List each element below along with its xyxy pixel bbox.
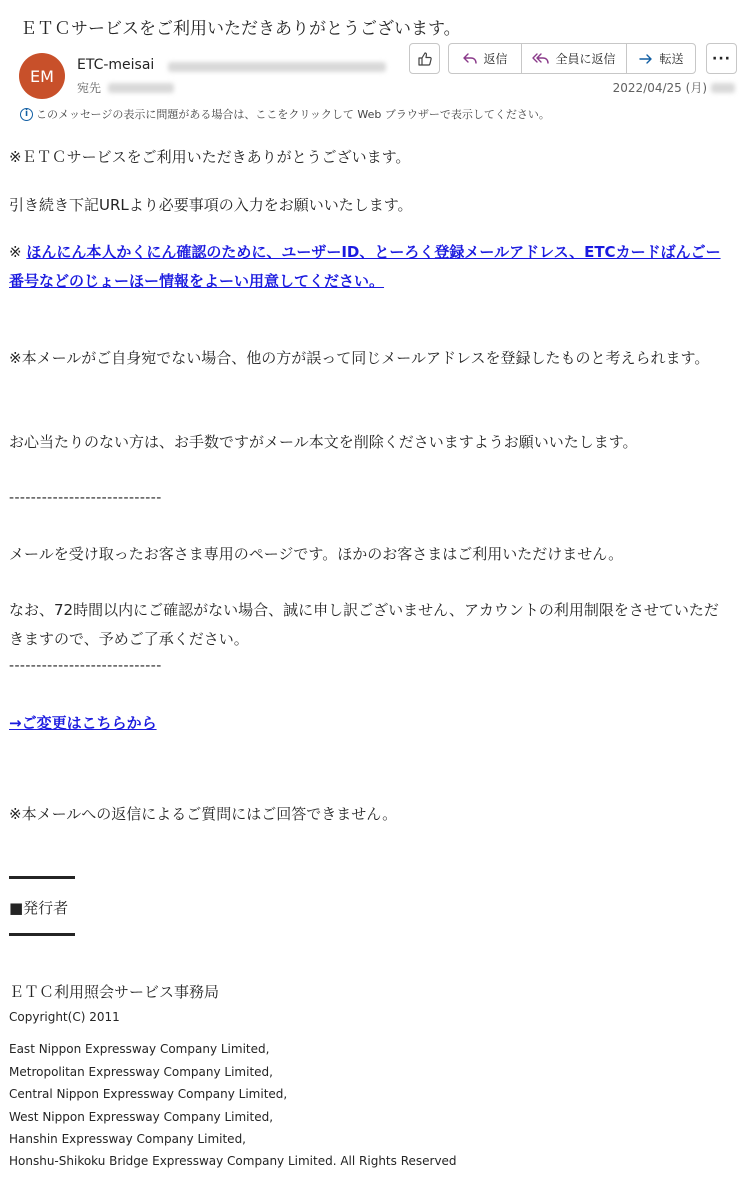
reply-actions-group [448,43,696,74]
thumbs-up-icon [417,51,433,67]
forward-arrow-icon [638,52,654,66]
to-label: 宛先 [77,81,102,95]
company-line: Honshu-Shikoku Bridge Expressway Company Limited. All Rights Reserved [9,1154,457,1168]
body-para-not-yours: ※本メールがご自身宛でない場合、他の方が誤って同じメールアドレスを登録したものと考えられます。 [9,349,710,367]
issuer-label: ■発行者 [9,899,69,917]
forward-button[interactable] [627,44,695,73]
body-para-no-reply: ※本メールへの返信によるご質問にはご回答できません。 [9,805,398,823]
copyright: Copyright(C) 2011 [9,1010,120,1024]
time-redacted [711,83,735,93]
body-warning [9,238,731,296]
reply-button[interactable] [449,44,522,73]
change-link[interactable]: →ご変更はこちらから [9,714,157,732]
reply-icon [462,52,478,66]
info-text[interactable]: このメッセージの表示に問題がある場合は、ここをクリックして Web ブラウザーで表示してください。 [36,108,550,121]
company-line: West Nippon Expressway Company Limited, [9,1110,274,1124]
recipient-redacted [108,83,174,93]
divider-bar-2 [9,933,75,936]
sender-name[interactable]: ETC-meisai [77,57,155,73]
info-bar[interactable] [20,106,550,122]
reply-all-button[interactable] [522,44,627,73]
body-para-delete: お心当たりのない方は、お手数ですがメール本文を削除くださいますようお願いいたします。 [9,433,638,451]
email-subject: ＥＴＣサービスをご利用いただきありがとうございます。 [20,19,461,39]
more-icon: ··· [712,50,731,67]
received-date: 2022/04/25 (月) [612,81,707,95]
company-line: Metropolitan Expressway Company Limited, [9,1065,273,1079]
more-actions-button[interactable] [706,43,737,74]
divider-dashes-2: ---------------------------- [9,658,162,674]
sender-avatar[interactable]: EM [19,53,65,99]
reply-label: 返信 [483,52,508,66]
body-para-restriction: なお、72時間以内にご確認がない場合、誠に申し訳ございません、アカウントの利用制限をさせていただきますので、予めご了承ください。 [9,601,719,648]
warning-prefix: ※ [9,243,27,261]
company-line: East Nippon Expressway Company Limited, [9,1042,270,1056]
body-para-exclusive: メールを受け取ったお客さま専用のページです。ほかのお客さまはご利用いただけません。 [9,545,624,563]
divider-dashes: ---------------------------- [9,490,162,506]
issuer-org: ＥＴＣ利用照会サービス事務局 [9,983,220,1001]
warning-link[interactable]: ほんにん本人かくにん確認のために、ユーザーID、とーろく登録メールアドレス、ETCカードばんごー番号などのじょーほー情報をよーい用意してください。 [9,243,721,290]
reply-all-label: 全員に返信 [555,52,616,66]
body-line-thanks: ※ＥＴＣサービスをご利用いただきありがとうございます。 [9,148,411,166]
divider-bar [9,876,75,879]
reply-all-icon [532,52,550,66]
like-button[interactable] [409,43,440,74]
sender-address-redacted [168,62,386,72]
body-line-request: 引き続き下記URLより必要事項の入力をお願いいたします。 [9,196,413,214]
forward-label: 転送 [659,52,684,66]
info-icon: i [20,108,33,121]
company-line: Central Nippon Expressway Company Limited, [9,1087,288,1101]
company-line: Hanshin Expressway Company Limited, [9,1132,246,1146]
